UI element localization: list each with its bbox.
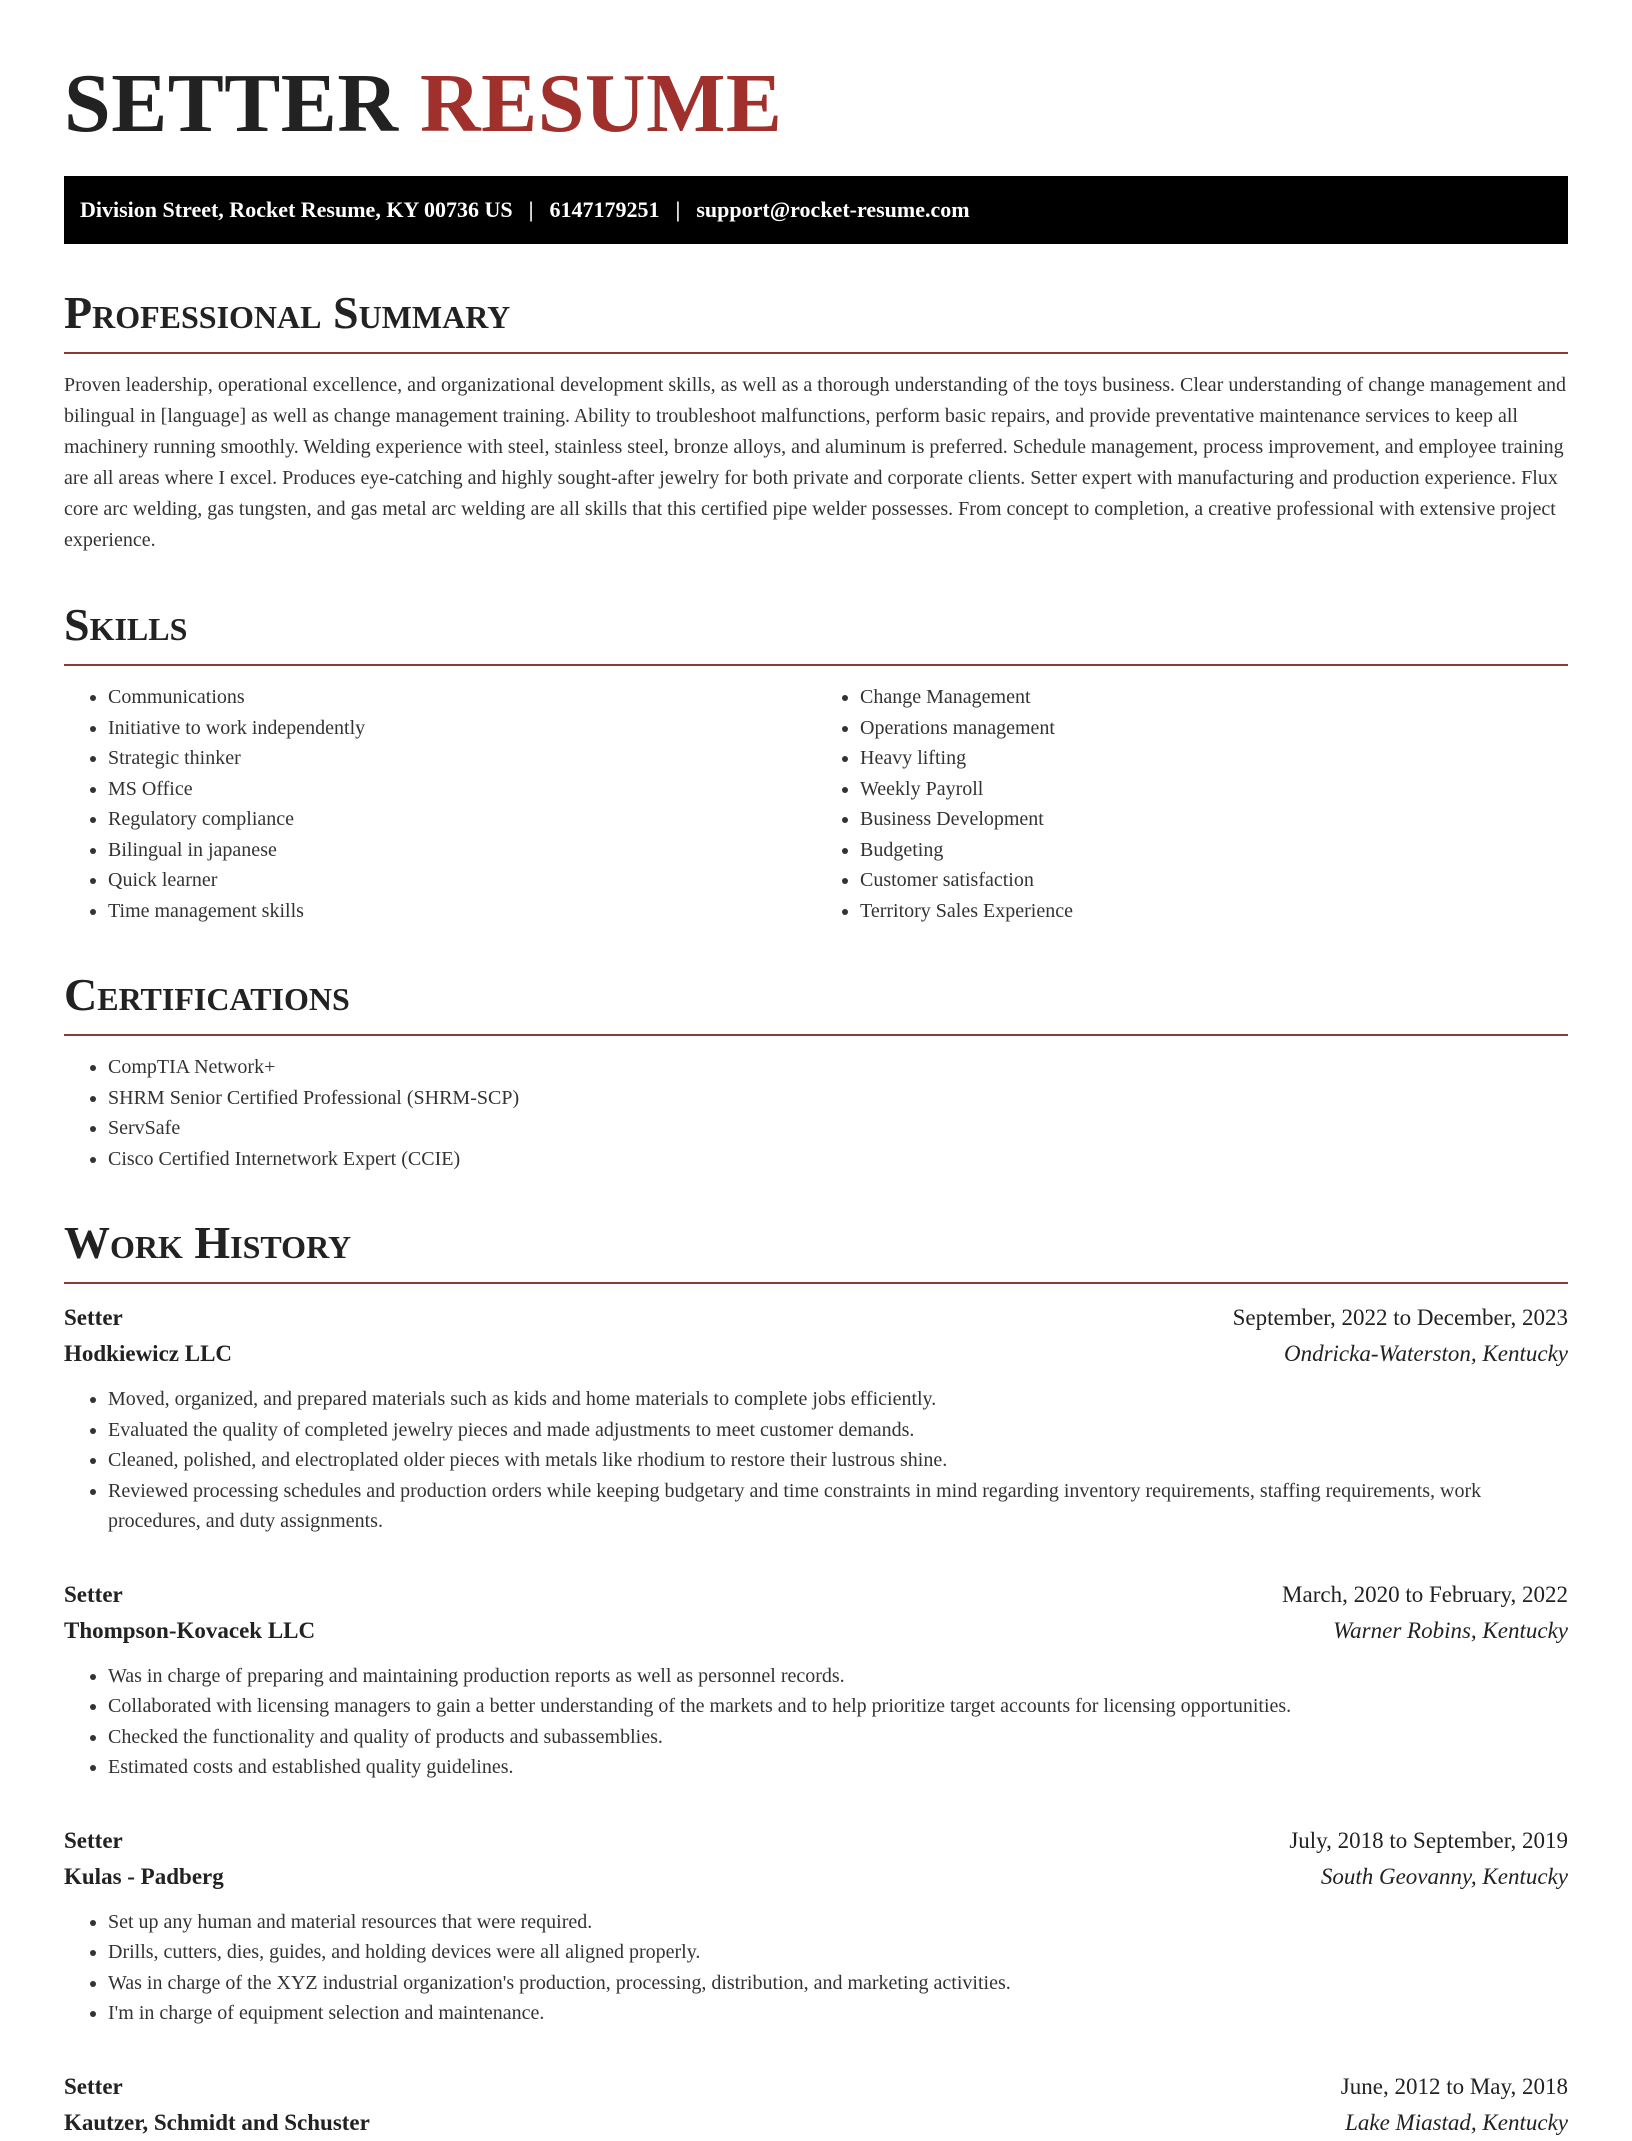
job-location: Lake Miastad, Kentucky xyxy=(1345,2109,1568,2135)
job-location: Warner Robins, Kentucky xyxy=(1333,1617,1568,1643)
skill-item: • Budgeting xyxy=(860,835,1568,866)
job-dates: March, 2020 to February, 2022 xyxy=(1282,1581,1568,1607)
job-dates: September, 2022 to December, 2023 xyxy=(1232,1305,1568,1330)
certifications-list xyxy=(64,1052,1568,1174)
last-name: RESUME xyxy=(420,57,783,150)
contact-bar xyxy=(64,176,1568,244)
contact-separator: | xyxy=(675,197,681,222)
skills-right-list xyxy=(816,682,1568,926)
job-entry xyxy=(64,1577,1568,1783)
job-bullet: • Moved, organized, and prepared materials such as kids and home materials to complete jobs efficiently. xyxy=(108,1384,1568,1415)
skill-item: • Customer satisfaction xyxy=(860,865,1568,896)
job-bullet: • Cleaned, polished, and electroplated older pieces with metals like rhodium to restore their lustrous shine. xyxy=(108,1445,1568,1476)
first-name: SETTER xyxy=(64,57,399,150)
skills-section xyxy=(64,600,1568,926)
skill-item: • Strategic thinker xyxy=(108,743,816,774)
skills-heading: Skills xyxy=(64,600,1568,666)
job-bullet: • Estimated costs and established quality guidelines. xyxy=(108,1752,1568,1783)
certifications-section xyxy=(64,970,1568,1174)
job-location: Ondricka-Waterston, Kentucky xyxy=(1283,1341,1568,1366)
job-company: Kulas - Padberg xyxy=(64,1863,224,1889)
job-header-row xyxy=(64,2069,1568,2105)
skill-item: • Weekly Payroll xyxy=(860,774,1568,805)
contact-address: Division Street, Rocket Resume, KY 00736 US xyxy=(80,197,513,222)
job-entry xyxy=(64,1823,1568,2029)
certification-item: • Cisco Certified Internetwork Expert (CCIE) xyxy=(108,1144,1568,1175)
contact-separator: | xyxy=(528,197,534,222)
summary-text: Proven leadership, operational excellence, and organizational development skills, as well as a thorough understanding of the toys business. Clear understanding of change management and bilingual in [language] as well as change management training. Ability to troubleshoot malfunctions, perform basic repairs, and provide preventative maintenance services to keep all machinery running smoothly. Welding experience with steel, stainless steel, bronze alloys, and aluminum is preferred. Schedule management, process improvement, and employee training are all areas where I excel. Produces eye-catching and highly sought-after jewelry for both private and corporate clients. Setter expert with manufacturing and production experience. Flux core arc welding, gas tungsten, and gas metal arc welding are all skills that this certified pipe welder possesses. From concept to completion, a creative professional with extensive project experience. xyxy=(64,374,1566,551)
job-location: South Geovanny, Kentucky xyxy=(1320,1863,1568,1889)
job-company: Thompson-Kovacek LLC xyxy=(64,1617,316,1643)
job-bullet: • Was in charge of preparing and maintaining production reports as well as personnel records. xyxy=(108,1661,1568,1692)
skill-item: • Initiative to work independently xyxy=(108,713,816,744)
job-company: Hodkiewicz LLC xyxy=(64,1341,233,1366)
skill-item: • Bilingual in japanese xyxy=(108,835,816,866)
job-entry xyxy=(64,2069,1568,2141)
certification-item: • CompTIA Network+ xyxy=(108,1052,1568,1083)
job-title: Setter xyxy=(64,1305,123,1330)
skill-item: • Heavy lifting xyxy=(860,743,1568,774)
certifications-heading: Certifications xyxy=(64,970,1568,1036)
job-bullet: • Drills, cutters, dies, guides, and holding devices were all aligned properly. xyxy=(108,1937,1568,1968)
job-bullets xyxy=(64,1907,1568,2029)
job-bullet: • Collaborated with licensing managers to gain a better understanding of the markets and to help prioritize target accounts for licensing opportunities. xyxy=(108,1691,1568,1722)
skill-item: • Quick learner xyxy=(108,865,816,896)
skill-item: • Change Management xyxy=(860,682,1568,713)
summary-section xyxy=(64,288,1568,556)
job-header-row xyxy=(64,1577,1568,1613)
job-company: Kautzer, Schmidt and Schuster xyxy=(64,2109,370,2135)
certification-item: • SHRM Senior Certified Professional (SHRM-SCP) xyxy=(108,1083,1568,1114)
contact-email: support@rocket-resume.com xyxy=(696,197,970,222)
skill-item: • Communications xyxy=(108,682,816,713)
job-company-row xyxy=(64,1613,1568,1649)
job-bullet: • Evaluated the quality of completed jewelry pieces and made adjustments to meet customer demands. xyxy=(108,1415,1568,1446)
contact-phone: 6147179251 xyxy=(549,197,660,222)
job-title: Setter xyxy=(64,1827,123,1853)
skill-item: • Time management skills xyxy=(108,896,816,927)
skills-left-list xyxy=(64,682,816,926)
resume-name xyxy=(64,48,1568,160)
job-bullets xyxy=(64,1384,1568,1537)
job-header-row xyxy=(64,1823,1568,1859)
job-dates: July, 2018 to September, 2019 xyxy=(1289,1827,1568,1853)
skills-grid xyxy=(64,682,1568,926)
work-history-section xyxy=(64,1218,1568,2141)
job-title: Setter xyxy=(64,2073,123,2099)
work-history-heading: Work History xyxy=(64,1218,1568,1284)
skill-item: • Operations management xyxy=(860,713,1568,744)
job-bullets xyxy=(64,1661,1568,1783)
job-entry xyxy=(64,1300,1568,1537)
job-company-row xyxy=(64,1336,1568,1372)
job-header-row xyxy=(64,1300,1568,1336)
skill-item: • Territory Sales Experience xyxy=(860,896,1568,927)
job-bullet: • Was in charge of the XYZ industrial organization's production, processing, distribution, and marketing activities. xyxy=(108,1968,1568,1999)
summary-heading: Professional Summary xyxy=(64,288,1568,354)
job-company-row xyxy=(64,2105,1568,2141)
skill-item: • MS Office xyxy=(108,774,816,805)
skill-item: • Regulatory compliance xyxy=(108,804,816,835)
certification-item: • ServSafe xyxy=(108,1113,1568,1144)
skill-item: • Business Development xyxy=(860,804,1568,835)
job-bullet: • Checked the functionality and quality of products and subassemblies. xyxy=(108,1722,1568,1753)
job-company-row xyxy=(64,1859,1568,1895)
job-bullet: • I'm in charge of equipment selection and maintenance. xyxy=(108,1998,1568,2029)
job-dates: June, 2012 to May, 2018 xyxy=(1340,2073,1568,2099)
job-bullet: • Set up any human and material resources that were required. xyxy=(108,1907,1568,1938)
job-bullet: • Reviewed processing schedules and production orders while keeping budgetary and time constraints in mind regarding inventory requirements, staffing requirements, work procedures, and duty assignments. xyxy=(108,1476,1568,1537)
job-title: Setter xyxy=(64,1581,123,1607)
